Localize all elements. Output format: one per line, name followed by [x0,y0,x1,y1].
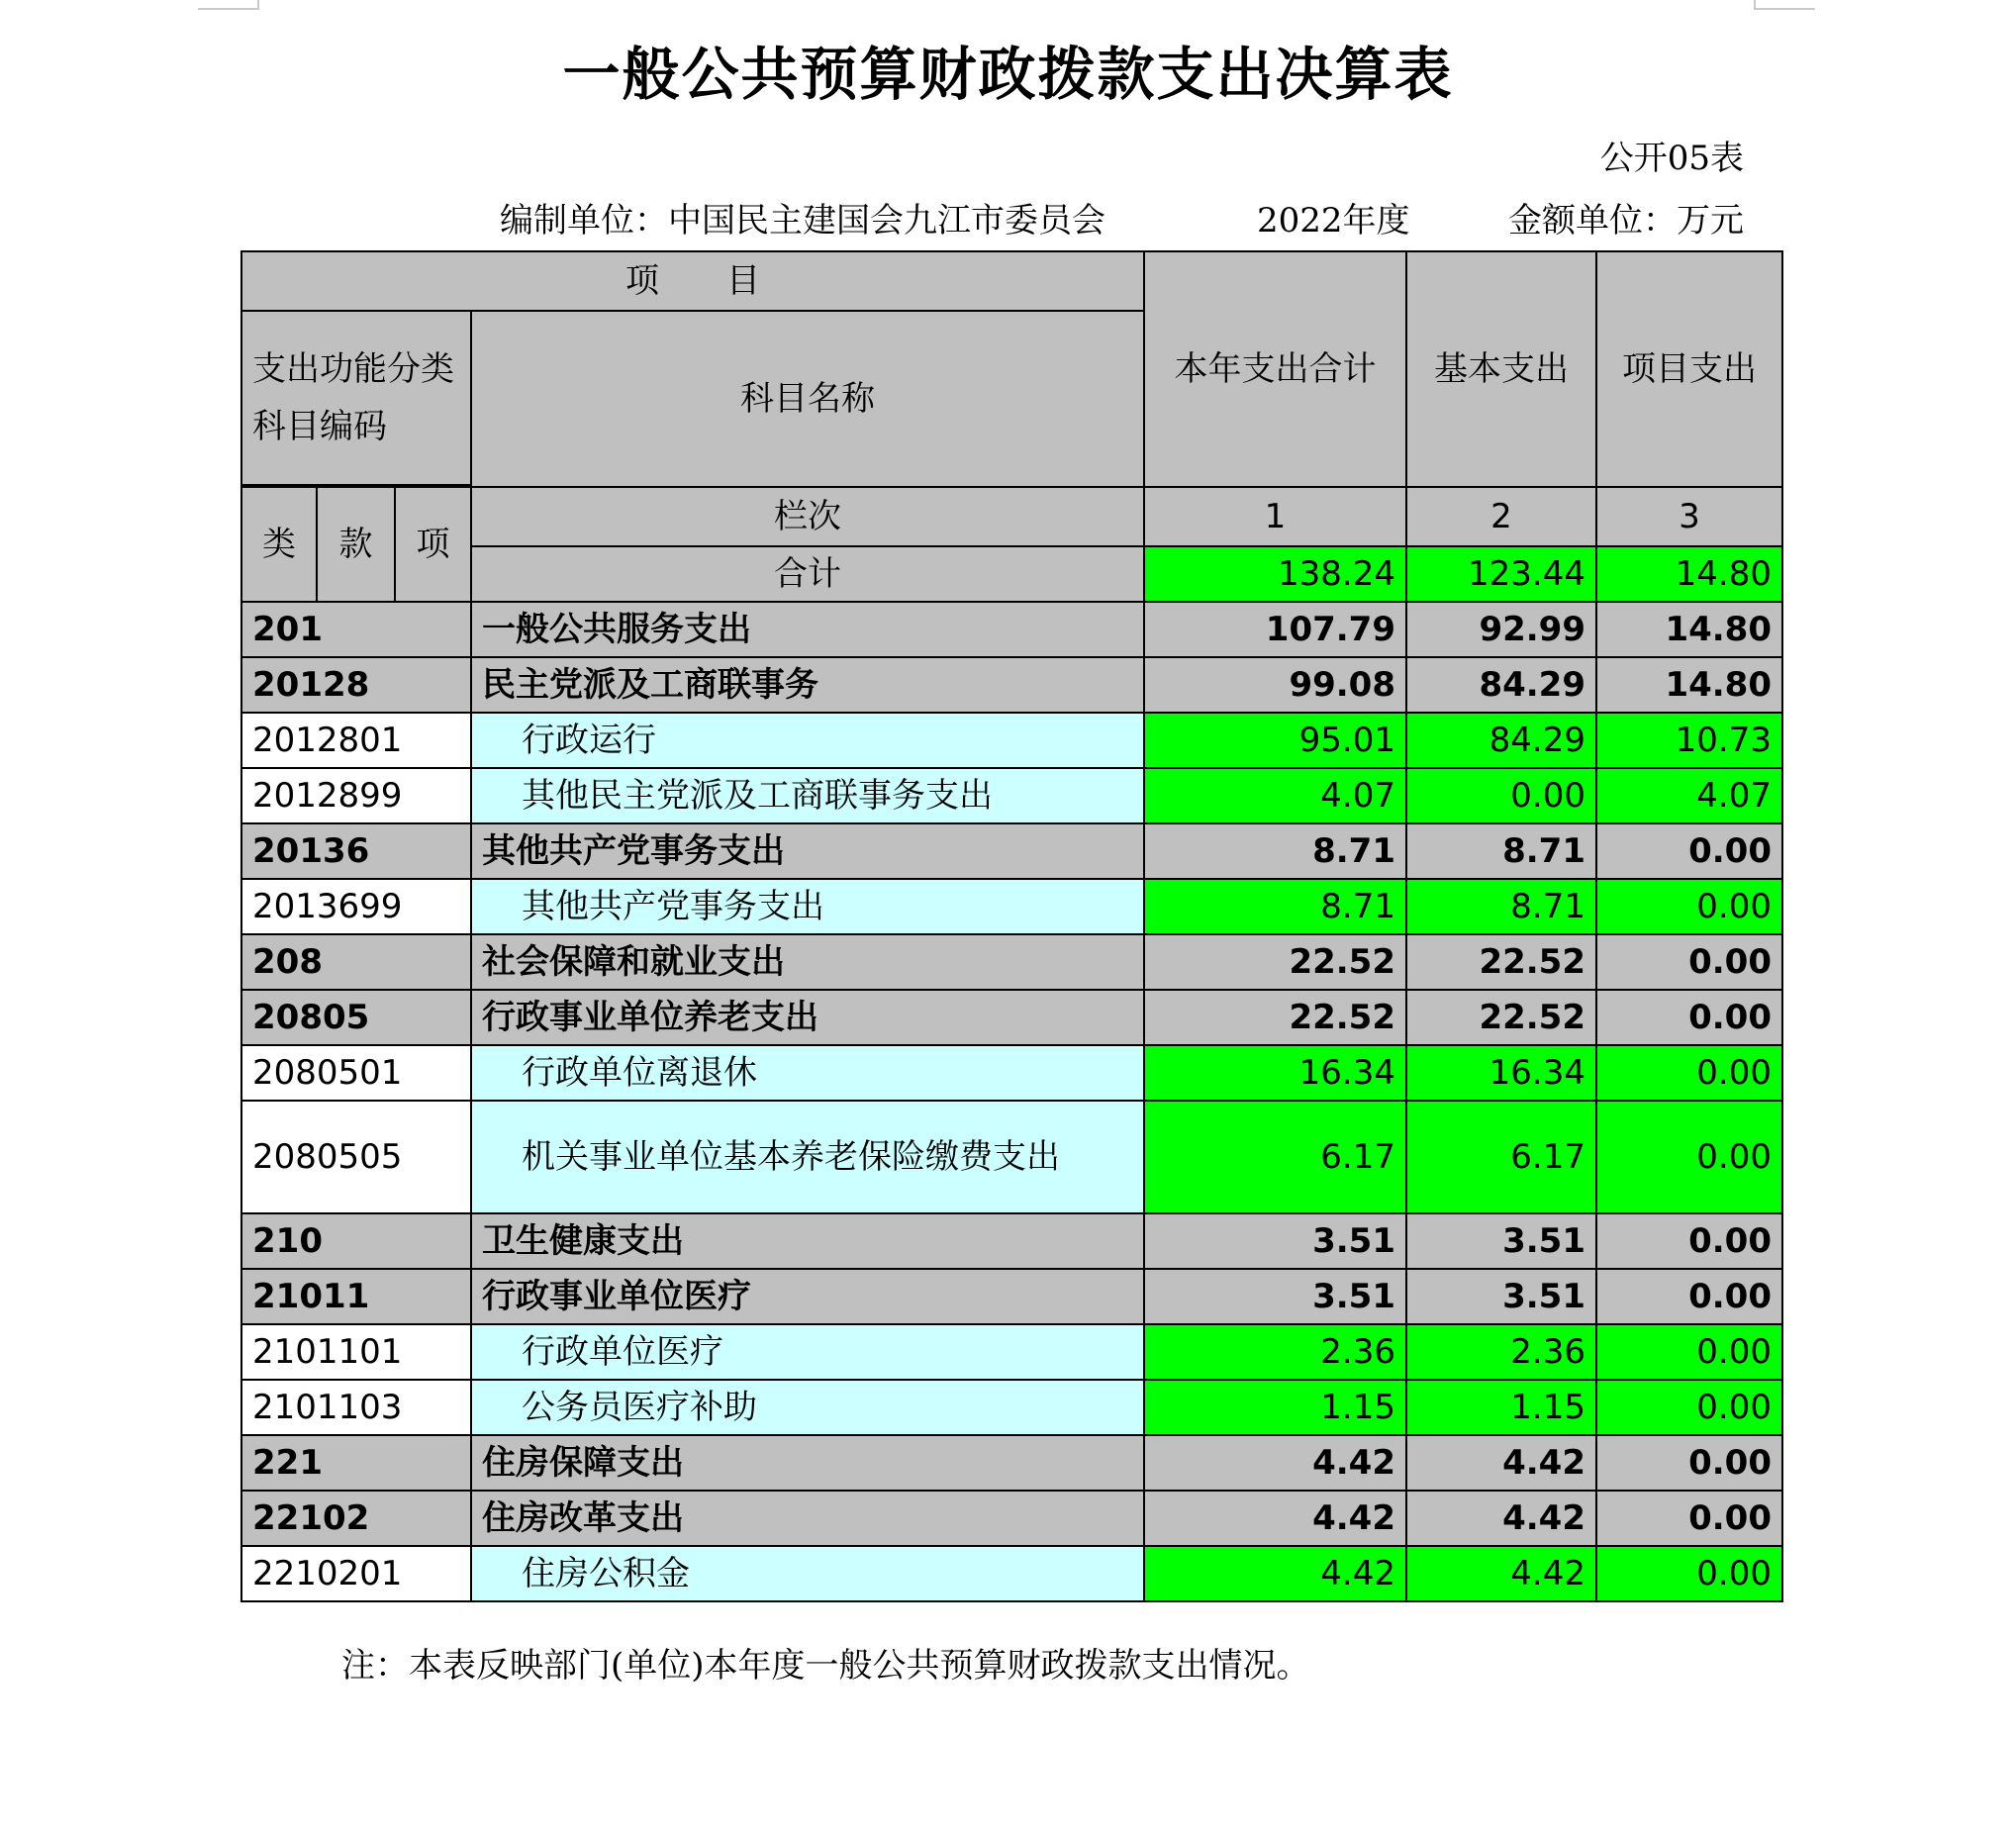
header-row-3 [241,487,1782,546]
row-code: 21011 [241,1269,471,1324]
row-project: 4.07 [1596,768,1782,823]
table-row [241,1435,1782,1491]
row-basic: 8.71 [1406,823,1596,879]
row-basic: 16.34 [1406,1045,1596,1101]
row-code: 2080505 [241,1101,471,1213]
row-code: 2012801 [241,713,471,768]
row-code: 208 [241,934,471,990]
total-label: 合计 [471,546,1144,602]
row-total: 99.08 [1144,657,1406,713]
row-basic: 0.00 [1406,768,1596,823]
row-name: 行政事业单位医疗 [471,1269,1144,1324]
total-basic: 123.44 [1406,546,1596,602]
row-basic: 4.42 [1406,1491,1596,1546]
row-project: 0.00 [1596,1546,1782,1601]
header-lei: 类 [241,487,317,602]
row-total: 22.52 [1144,934,1406,990]
header-col-total: 本年支出合计 [1144,251,1406,487]
table-row [241,823,1782,879]
budget-table [240,250,1783,1602]
table-row [241,934,1782,990]
row-name: 住房改革支出 [471,1491,1144,1546]
row-project: 0.00 [1596,1491,1782,1546]
header-subject-name: 科目名称 [471,311,1144,487]
row-code: 221 [241,1435,471,1491]
row-project: 10.73 [1596,713,1782,768]
row-name: 行政运行 [471,713,1144,768]
header-col-project: 项目支出 [1596,251,1782,487]
row-code: 20128 [241,657,471,713]
header-kuan: 款 [317,487,395,602]
row-code: 210 [241,1213,471,1269]
header-project: 项 目 [241,251,1144,311]
row-basic: 84.29 [1406,713,1596,768]
amount-unit: 金额单位：万元 [1508,201,1744,241]
reporting-unit: 编制单位：中国民主建国会九江市委员会 [500,201,1105,241]
total-sum: 138.24 [1144,546,1406,602]
row-name: 卫生健康支出 [471,1213,1144,1269]
row-project: 0.00 [1596,1324,1782,1380]
row-total: 3.51 [1144,1213,1406,1269]
header-lanci: 栏次 [471,487,1144,546]
total-project: 14.80 [1596,546,1782,602]
row-basic: 3.51 [1406,1269,1596,1324]
row-name: 行政事业单位养老支出 [471,990,1144,1045]
table-row [241,1045,1782,1101]
row-name: 行政单位离退休 [471,1045,1144,1101]
row-basic: 6.17 [1406,1101,1596,1213]
row-code: 2101103 [241,1380,471,1435]
table-row [241,1269,1782,1324]
table-row [241,1546,1782,1601]
row-code: 2210201 [241,1546,471,1601]
row-project: 0.00 [1596,1101,1782,1213]
header-col-basic: 基本支出 [1406,251,1596,487]
row-project: 0.00 [1596,990,1782,1045]
table-row [241,602,1782,657]
row-project: 0.00 [1596,934,1782,990]
report-meta [500,193,1744,242]
row-project: 0.00 [1596,879,1782,934]
row-basic: 92.99 [1406,602,1596,657]
table-row [241,1324,1782,1380]
total-row [241,546,1782,602]
row-basic: 8.71 [1406,879,1596,934]
row-total: 3.51 [1144,1269,1406,1324]
col-number-3: 3 [1596,487,1782,546]
page-corner-mark-left [198,0,259,10]
row-code: 22102 [241,1491,471,1546]
row-code: 201 [241,602,471,657]
table-row [241,1213,1782,1269]
row-basic: 22.52 [1406,934,1596,990]
row-total: 16.34 [1144,1045,1406,1101]
table-row [241,879,1782,934]
table-row [241,1380,1782,1435]
page-title: 一般公共预算财政拨款支出决算表 [562,41,1454,108]
row-name: 民主党派及工商联事务 [471,657,1144,713]
row-code: 2080501 [241,1045,471,1101]
row-total: 4.42 [1144,1491,1406,1546]
row-basic: 2.36 [1406,1324,1596,1380]
row-basic: 4.42 [1406,1435,1596,1491]
row-total: 22.52 [1144,990,1406,1045]
row-total: 1.15 [1144,1380,1406,1435]
table-note: 注：本表反映部门(单位)本年度一般公共预算财政拨款支出情况。 [341,1646,1310,1686]
row-name: 社会保障和就业支出 [471,934,1144,990]
row-basic: 84.29 [1406,657,1596,713]
table-row [241,768,1782,823]
row-total: 95.01 [1144,713,1406,768]
row-project: 0.00 [1596,1213,1782,1269]
row-name: 行政单位医疗 [471,1324,1144,1380]
header-xiang: 项 [395,487,471,602]
row-total: 4.42 [1144,1546,1406,1601]
header-row-1 [241,251,1782,311]
row-total: 4.07 [1144,768,1406,823]
row-basic: 3.51 [1406,1213,1596,1269]
row-name: 其他民主党派及工商联事务支出 [471,768,1144,823]
row-name: 住房保障支出 [471,1435,1144,1491]
row-project: 0.00 [1596,1435,1782,1491]
row-project: 0.00 [1596,1045,1782,1101]
table-row [241,713,1782,768]
row-project: 0.00 [1596,823,1782,879]
row-total: 8.71 [1144,823,1406,879]
row-basic: 22.52 [1406,990,1596,1045]
header-func-code: 支出功能分类科目编码 [241,311,471,485]
table-row [241,1491,1782,1546]
row-total: 107.79 [1144,602,1406,657]
row-code: 2013699 [241,879,471,934]
row-name: 住房公积金 [471,1546,1144,1601]
row-code: 20136 [241,823,471,879]
table-row [241,657,1782,713]
report-year: 2022年度 [1257,201,1410,241]
row-name: 公务员医疗补助 [471,1380,1144,1435]
page-corner-mark-right [1754,0,1815,10]
row-name: 其他共产党事务支出 [471,879,1144,934]
row-code: 2101101 [241,1324,471,1380]
row-name: 机关事业单位基本养老保险缴费支出 [471,1101,1144,1213]
row-project: 14.80 [1596,602,1782,657]
row-basic: 1.15 [1406,1380,1596,1435]
row-project: 0.00 [1596,1269,1782,1324]
row-project: 14.80 [1596,657,1782,713]
row-total: 2.36 [1144,1324,1406,1380]
col-number-1: 1 [1144,487,1406,546]
row-basic: 4.42 [1406,1546,1596,1601]
row-total: 8.71 [1144,879,1406,934]
row-code: 20805 [241,990,471,1045]
row-total: 4.42 [1144,1435,1406,1491]
row-total: 6.17 [1144,1101,1406,1213]
table-row [241,990,1782,1045]
row-project: 0.00 [1596,1380,1782,1435]
table-number: 公开05表 [1599,139,1744,178]
row-code: 2012899 [241,768,471,823]
row-name: 其他共产党事务支出 [471,823,1144,879]
row-name: 一般公共服务支出 [471,602,1144,657]
table-row [241,1101,1782,1213]
col-number-2: 2 [1406,487,1596,546]
